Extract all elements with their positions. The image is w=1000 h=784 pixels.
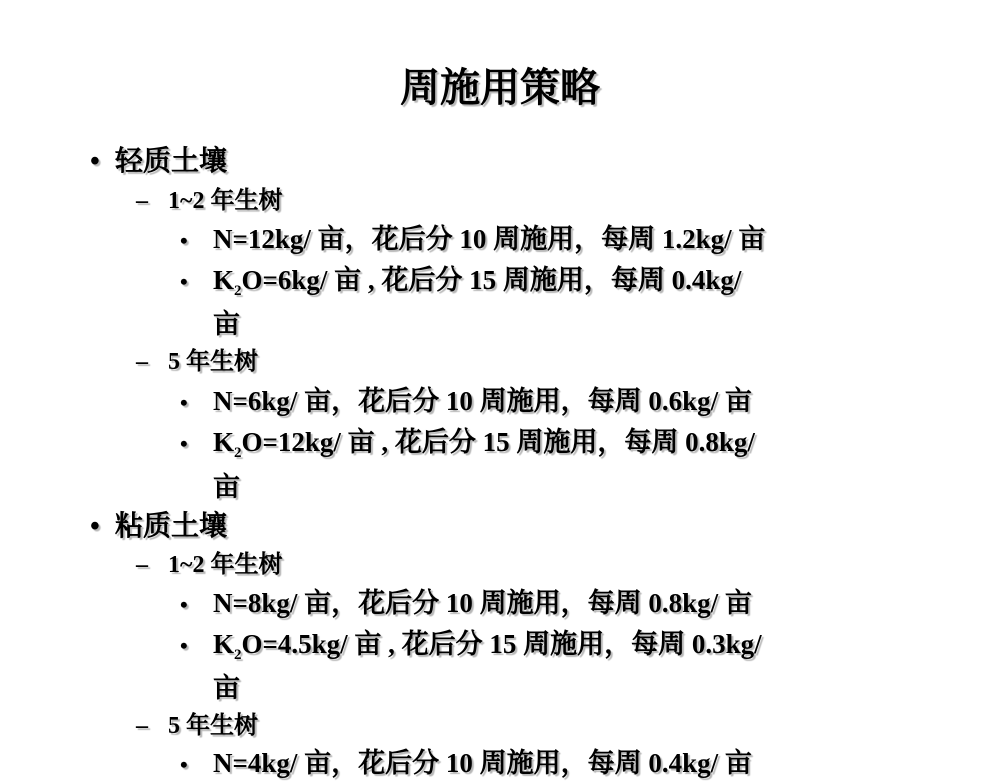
subscript: 2 [234,445,242,461]
bullet: • [90,511,100,542]
bullet: • [180,269,188,294]
item-pre: K [213,265,235,295]
group-label: 5 年生树 [168,713,258,739]
item-pre: N [213,224,233,254]
item-pre: N [213,748,233,778]
group-heading [136,708,258,744]
dash-bullet: – [136,349,148,375]
bullet: • [180,592,188,617]
list-item [180,220,765,260]
item-text: =12kg/ 亩，花后分 10 周施用，每周 1.2kg/ 亩 [232,224,766,254]
item-text: =4kg/ 亩，花后分 10 周施用，每周 0.4kg/ 亩 [232,748,752,778]
bullet: • [90,146,100,177]
dash-bullet: – [136,188,148,214]
subscript: 2 [234,283,242,299]
group-label: 1~2 年生树 [168,188,283,214]
list-item [180,261,741,301]
list-item [180,625,762,665]
item-text: O=12kg/ 亩 , 花后分 15 周施用，每周 0.8kg/ [241,427,755,457]
group-heading [136,344,258,380]
item-text: =6kg/ 亩，花后分 10 周施用，每周 0.6kg/ 亩 [232,386,752,416]
section-label: 轻质土壤 [115,146,228,177]
bullet: • [180,752,188,777]
item-text: O=4.5kg/ 亩 , 花后分 15 周施用，每周 0.3kg/ [241,629,762,659]
item-pre: N [213,386,233,416]
item-pre: K [213,629,235,659]
item-pre: K [213,427,235,457]
subscript: 2 [234,647,242,663]
group-label: 1~2 年生树 [168,552,283,578]
bullet: • [180,228,188,253]
item-text: =8kg/ 亩，花后分 10 周施用，每周 0.8kg/ 亩 [232,588,752,618]
list-item [180,744,752,784]
group-heading [136,183,282,219]
item-text: O=6kg/ 亩 , 花后分 15 周施用，每周 0.4kg/ [241,265,742,295]
item-pre: N [213,588,233,618]
list-item-continuation: 亩 [213,673,240,703]
list-item [180,382,752,422]
list-item [180,584,752,624]
slide-title: 周施用策略 [400,65,600,110]
group-heading [136,547,282,583]
group-label: 5 年生树 [168,349,258,375]
list-item-continuation: 亩 [213,309,240,339]
list-item-continuation: 亩 [213,472,240,502]
list-item [180,423,755,463]
dash-bullet: – [136,552,148,578]
bullet: • [180,633,188,658]
bullet: • [180,390,188,415]
section-heading [90,142,227,182]
section-label: 粘质土壤 [115,511,228,542]
bullet: • [180,431,188,456]
dash-bullet: – [136,713,148,739]
section-heading [90,507,227,547]
